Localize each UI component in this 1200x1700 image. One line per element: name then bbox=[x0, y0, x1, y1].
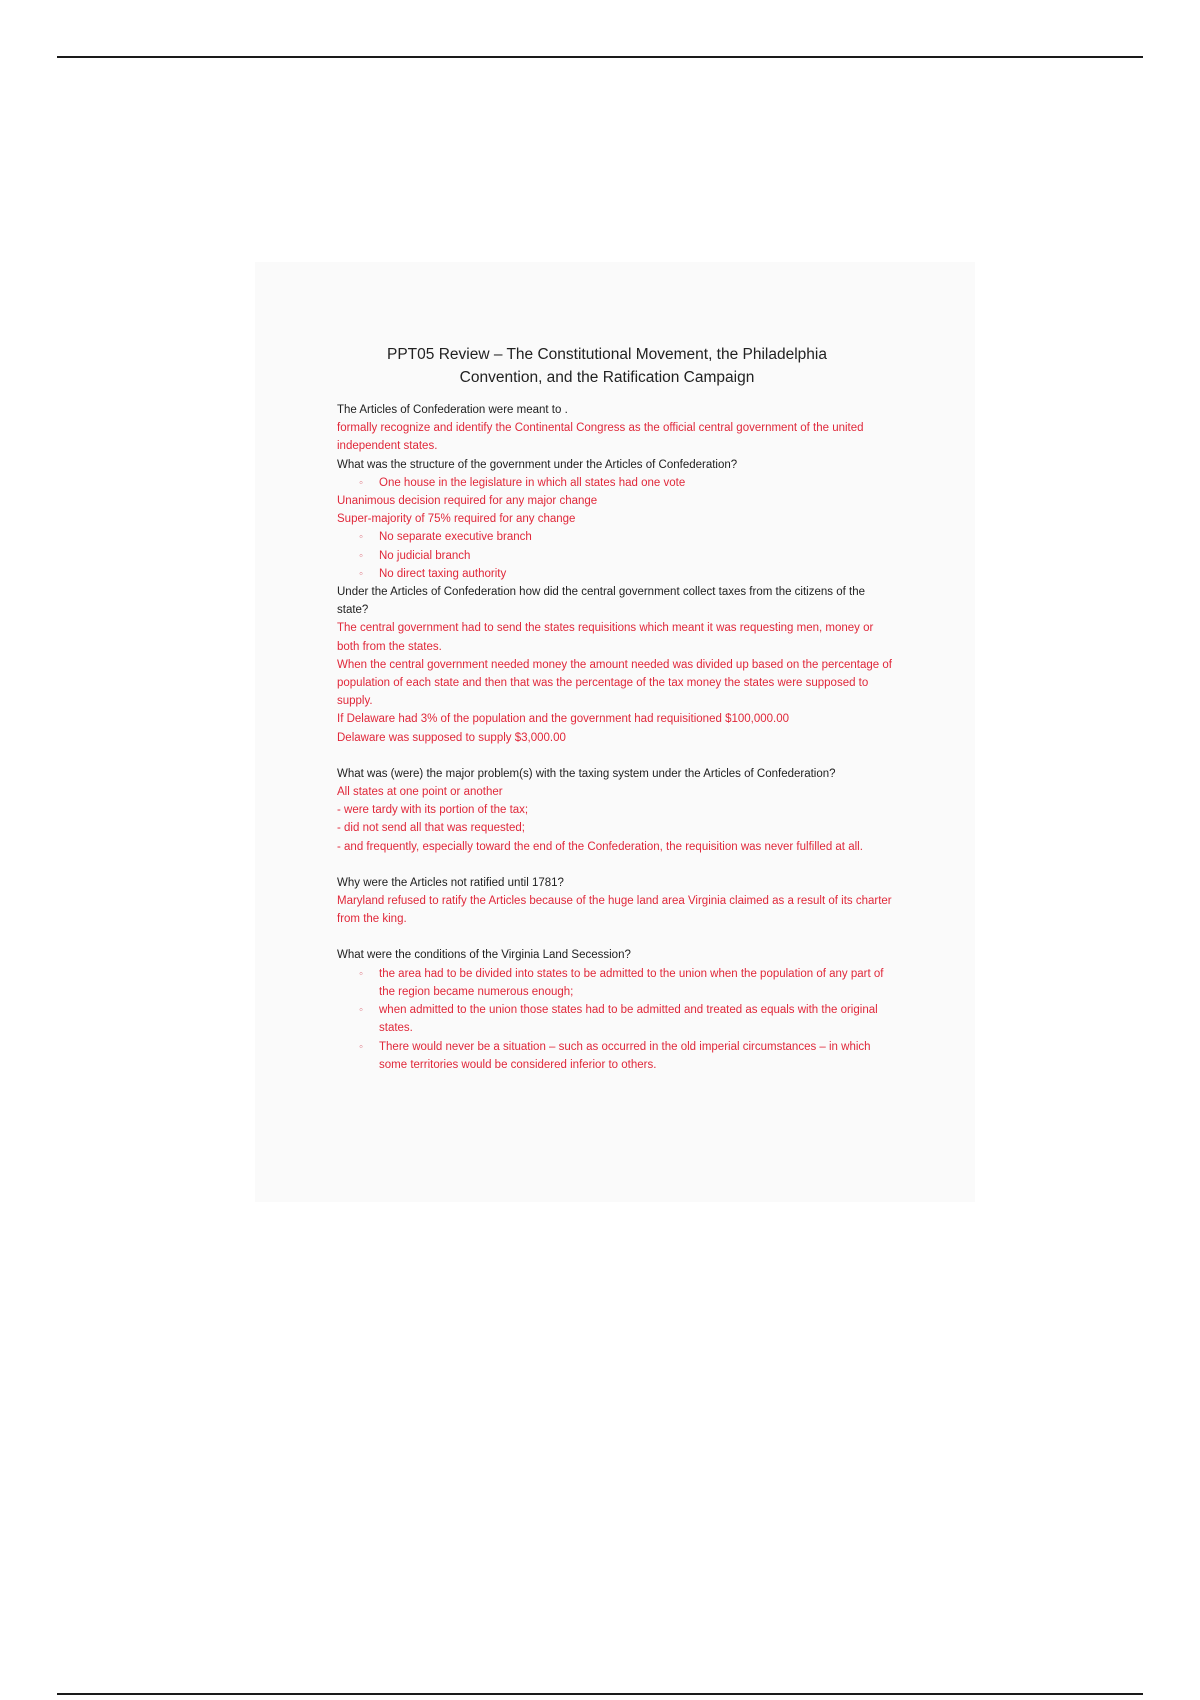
answer-5: Maryland refused to ratify the Articles because of the huge land area Virginia claimed as a result of its charter from the king. bbox=[337, 895, 892, 926]
title-line-1: PPT05 Review – The Constitutional Movement, the Philadelphia bbox=[387, 346, 827, 363]
spacer bbox=[337, 747, 897, 765]
answer-6-bullet-2: ◦ when admitted to the union those states had to be admitted and treated as equals with the original states. bbox=[337, 1001, 897, 1037]
spacer bbox=[337, 928, 897, 946]
answer-2-bullet-1: ◦ One house in the legislature in which all states had one vote bbox=[337, 474, 897, 492]
spacer bbox=[337, 856, 897, 874]
bullet-icon: ◦ bbox=[359, 967, 364, 980]
answer-3-line-4: Delaware was supposed to supply $3,000.00 bbox=[337, 731, 566, 744]
answer-3-line-1: The central government had to send the states requisitions which meant it was requesting men, money or both from the states. bbox=[337, 622, 874, 653]
question-2: What was the structure of the government under the Articles of Confederation? bbox=[337, 458, 738, 471]
bullet-icon: ◦ bbox=[359, 567, 364, 580]
page-title bbox=[337, 343, 897, 389]
bullet-icon: ◦ bbox=[359, 1040, 364, 1053]
question-6: What were the conditions of the Virginia Land Secession? bbox=[337, 949, 631, 962]
question-1: The Articles of Confederation were meant to . bbox=[337, 404, 568, 416]
document-body bbox=[337, 343, 897, 1074]
answer-4-line-3: - did not send all that was requested; bbox=[337, 822, 525, 835]
question-3: Under the Articles of Confederation how did the central government collect taxes from the citizens of the state? bbox=[337, 586, 866, 617]
answer-2-line-3: Super-majority of 75% required for any change bbox=[337, 513, 576, 526]
title-line-2: Convention, and the Ratification Campaign bbox=[459, 369, 755, 386]
question-5: Why were the Articles not ratified until 1781? bbox=[337, 876, 564, 889]
answer-2-bullet-4: ◦ No separate executive branch bbox=[337, 528, 897, 546]
answer-2-bullet-6: ◦ No direct taxing authority bbox=[337, 565, 897, 583]
bottom-rule bbox=[57, 1693, 1143, 1695]
bullet-icon: ◦ bbox=[359, 476, 364, 489]
answer-6-bullet-3: ◦ There would never be a situation – such as occurred in the old imperial circumstances – in which some territories would be considered inferior to others. bbox=[337, 1038, 897, 1074]
answer-2-line-2: Unanimous decision required for any major change bbox=[337, 495, 598, 508]
answer-3-line-3: If Delaware had 3% of the population and the government had requisitioned $100,000.00 bbox=[337, 713, 790, 726]
top-rule bbox=[57, 56, 1143, 58]
bullet-icon: ◦ bbox=[359, 1004, 364, 1017]
bullet-icon: ◦ bbox=[359, 531, 364, 544]
answer-4-line-1: All states at one point or another bbox=[337, 786, 503, 799]
answer-2-bullet-5: ◦ No judicial branch bbox=[337, 547, 897, 565]
question-4: What was (were) the major problem(s) with the taxing system under the Articles of Confederation? bbox=[337, 767, 836, 780]
answer-4-line-2: - were tardy with its portion of the tax; bbox=[337, 804, 529, 817]
answer-3-line-2: When the central government needed money the amount needed was divided up based on the percentage of population of each state and then that was the percentage of the tax money the states were supposed to supply. bbox=[337, 658, 892, 708]
answer-6-bullet-1: ◦ the area had to be divided into states to be admitted to the union when the population of any part of the region became numerous enough; bbox=[337, 965, 897, 1001]
answer-4-line-4: - and frequently, especially toward the end of the Confederation, the requisition was never fulfilled at all. bbox=[337, 840, 863, 853]
bullet-icon: ◦ bbox=[359, 549, 364, 562]
answer-1: formally recognize and identify the Continental Congress as the official central government of the united independent states. bbox=[337, 422, 864, 453]
